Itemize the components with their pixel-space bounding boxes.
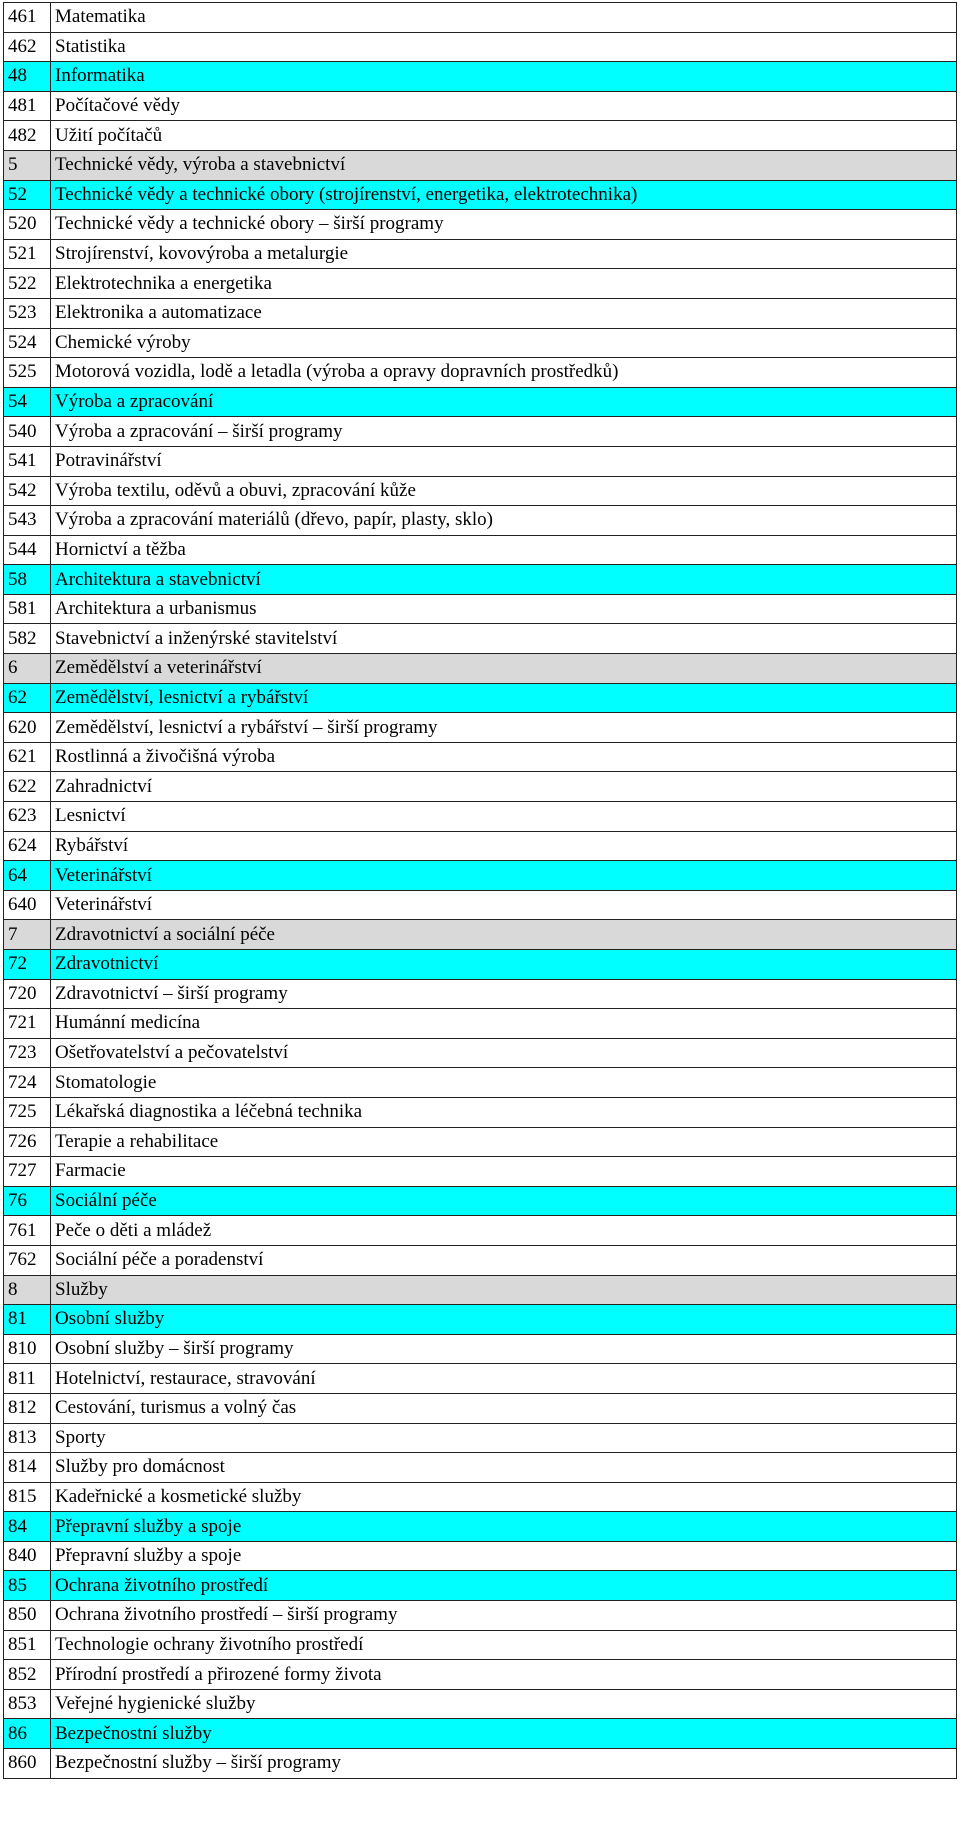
field-code-cell: 726	[4, 1127, 51, 1157]
table-row	[4, 535, 957, 565]
field-name-cell: Osobní služby – širší programy	[51, 1334, 957, 1364]
field-name-cell: Informatika	[51, 62, 957, 92]
table-row	[4, 1334, 957, 1364]
field-code-cell: 524	[4, 328, 51, 358]
field-name-cell: Přepravní služby a spoje	[51, 1541, 957, 1571]
education-field-code-table	[3, 2, 957, 1779]
field-name-cell: Zahradnictví	[51, 772, 957, 802]
field-name-cell: Rybářství	[51, 831, 957, 861]
table-row	[4, 950, 957, 980]
table-row	[4, 831, 957, 861]
table-row	[4, 802, 957, 832]
field-code-cell: 85	[4, 1571, 51, 1601]
field-name-cell: Služby	[51, 1275, 957, 1305]
table-row	[4, 1482, 957, 1512]
table-row	[4, 1689, 957, 1719]
field-name-cell: Technické vědy a technické obory – širší programy	[51, 210, 957, 240]
field-code-cell: 521	[4, 239, 51, 269]
field-code-cell: 620	[4, 713, 51, 743]
field-name-cell: Humánní medicína	[51, 1009, 957, 1039]
field-code-cell: 544	[4, 535, 51, 565]
table-row	[4, 861, 957, 891]
table-row	[4, 446, 957, 476]
field-name-cell: Výroba a zpracování	[51, 387, 957, 417]
field-name-cell: Matematika	[51, 3, 957, 33]
field-name-cell: Architektura a stavebnictví	[51, 565, 957, 595]
table-row	[4, 506, 957, 536]
field-code-cell: 5	[4, 150, 51, 180]
field-code-cell: 725	[4, 1097, 51, 1127]
field-name-cell: Počítačové vědy	[51, 91, 957, 121]
table-row	[4, 1275, 957, 1305]
field-name-cell: Hotelnictví, restaurace, stravování	[51, 1364, 957, 1394]
table-row	[4, 683, 957, 713]
table-row	[4, 1186, 957, 1216]
table-row	[4, 565, 957, 595]
field-code-cell: 840	[4, 1541, 51, 1571]
field-code-cell: 481	[4, 91, 51, 121]
field-name-cell: Osobní služby	[51, 1305, 957, 1335]
field-code-cell: 6	[4, 654, 51, 684]
field-name-cell: Užití počítačů	[51, 121, 957, 151]
table-row	[4, 920, 957, 950]
field-code-cell: 462	[4, 32, 51, 62]
table-row	[4, 1245, 957, 1275]
field-name-cell: Architektura a urbanismus	[51, 594, 957, 624]
table-row	[4, 239, 957, 269]
table-row	[4, 1541, 957, 1571]
field-code-cell: 762	[4, 1245, 51, 1275]
field-code-cell: 64	[4, 861, 51, 891]
field-name-cell: Terapie a rehabilitace	[51, 1127, 957, 1157]
code-table-body	[4, 3, 957, 1779]
field-name-cell: Bezpečnostní služby – širší programy	[51, 1749, 957, 1779]
field-code-cell: 852	[4, 1660, 51, 1690]
table-row	[4, 1393, 957, 1423]
field-code-cell: 7	[4, 920, 51, 950]
field-code-cell: 542	[4, 476, 51, 506]
field-code-cell: 721	[4, 1009, 51, 1039]
table-row	[4, 1305, 957, 1335]
field-name-cell: Technické vědy a technické obory (strojírenství, energetika, elektrotechnika)	[51, 180, 957, 210]
table-row	[4, 358, 957, 388]
field-name-cell: Služby pro domácnost	[51, 1453, 957, 1483]
field-name-cell: Technologie ochrany životního prostředí	[51, 1630, 957, 1660]
table-row	[4, 269, 957, 299]
field-code-cell: 520	[4, 210, 51, 240]
field-name-cell: Veterinářství	[51, 890, 957, 920]
table-row	[4, 1423, 957, 1453]
table-row	[4, 121, 957, 151]
field-name-cell: Sporty	[51, 1423, 957, 1453]
field-name-cell: Peče o děti a mládež	[51, 1216, 957, 1246]
field-code-cell: 62	[4, 683, 51, 713]
field-code-cell: 860	[4, 1749, 51, 1779]
field-name-cell: Kadeřnické a kosmetické služby	[51, 1482, 957, 1512]
table-row	[4, 210, 957, 240]
field-code-cell: 813	[4, 1423, 51, 1453]
table-row	[4, 1571, 957, 1601]
field-code-cell: 724	[4, 1068, 51, 1098]
field-code-cell: 482	[4, 121, 51, 151]
field-name-cell: Chemické výroby	[51, 328, 957, 358]
field-name-cell: Veřejné hygienické služby	[51, 1689, 957, 1719]
table-row	[4, 387, 957, 417]
field-name-cell: Elektrotechnika a energetika	[51, 269, 957, 299]
field-name-cell: Potravinářství	[51, 446, 957, 476]
field-code-cell: 640	[4, 890, 51, 920]
table-row	[4, 298, 957, 328]
field-code-cell: 8	[4, 1275, 51, 1305]
field-code-cell: 48	[4, 62, 51, 92]
field-name-cell: Zemědělství, lesnictví a rybářství – širší programy	[51, 713, 957, 743]
field-code-cell: 761	[4, 1216, 51, 1246]
field-name-cell: Zemědělství a veterinářství	[51, 654, 957, 684]
table-row	[4, 1127, 957, 1157]
table-row	[4, 890, 957, 920]
field-code-cell: 621	[4, 742, 51, 772]
field-code-cell: 623	[4, 802, 51, 832]
table-row	[4, 1216, 957, 1246]
field-code-cell: 523	[4, 298, 51, 328]
field-name-cell: Výroba a zpracování – širší programy	[51, 417, 957, 447]
field-name-cell: Veterinářství	[51, 861, 957, 891]
field-name-cell: Sociální péče a poradenství	[51, 1245, 957, 1275]
field-code-cell: 850	[4, 1601, 51, 1631]
field-name-cell: Lékařská diagnostika a léčebná technika	[51, 1097, 957, 1127]
field-name-cell: Stomatologie	[51, 1068, 957, 1098]
field-name-cell: Výroba a zpracování materiálů (dřevo, papír, plasty, sklo)	[51, 506, 957, 536]
field-name-cell: Ochrana životního prostředí	[51, 1571, 957, 1601]
table-row	[4, 1719, 957, 1749]
table-row	[4, 32, 957, 62]
field-name-cell: Lesnictví	[51, 802, 957, 832]
table-row	[4, 3, 957, 33]
field-code-cell: 814	[4, 1453, 51, 1483]
field-name-cell: Hornictví a těžba	[51, 535, 957, 565]
table-row	[4, 1009, 957, 1039]
field-code-cell: 461	[4, 3, 51, 33]
field-name-cell: Zdravotnictví	[51, 950, 957, 980]
field-name-cell: Stavebnictví a inženýrské stavitelství	[51, 624, 957, 654]
table-row	[4, 742, 957, 772]
field-name-cell: Farmacie	[51, 1157, 957, 1187]
table-row	[4, 150, 957, 180]
table-row	[4, 1512, 957, 1542]
field-code-cell: 853	[4, 1689, 51, 1719]
field-name-cell: Rostlinná a živočišná výroba	[51, 742, 957, 772]
table-row	[4, 1364, 957, 1394]
field-name-cell: Bezpečnostní služby	[51, 1719, 957, 1749]
table-row	[4, 328, 957, 358]
field-code-cell: 581	[4, 594, 51, 624]
field-name-cell: Přírodní prostředí a přirozené formy života	[51, 1660, 957, 1690]
field-code-cell: 811	[4, 1364, 51, 1394]
field-code-cell: 624	[4, 831, 51, 861]
field-code-cell: 525	[4, 358, 51, 388]
field-name-cell: Přepravní služby a spoje	[51, 1512, 957, 1542]
field-name-cell: Elektronika a automatizace	[51, 298, 957, 328]
table-row	[4, 417, 957, 447]
field-name-cell: Technické vědy, výroba a stavebnictví	[51, 150, 957, 180]
field-name-cell: Cestování, turismus a volný čas	[51, 1393, 957, 1423]
table-row	[4, 772, 957, 802]
field-code-cell: 76	[4, 1186, 51, 1216]
table-row	[4, 62, 957, 92]
table-row	[4, 1601, 957, 1631]
table-row	[4, 476, 957, 506]
field-code-cell: 58	[4, 565, 51, 595]
table-row	[4, 1453, 957, 1483]
field-code-cell: 81	[4, 1305, 51, 1335]
table-row	[4, 979, 957, 1009]
field-name-cell: Výroba textilu, oděvů a obuvi, zpracování kůže	[51, 476, 957, 506]
table-row	[4, 180, 957, 210]
field-code-cell: 541	[4, 446, 51, 476]
field-code-cell: 72	[4, 950, 51, 980]
field-name-cell: Zemědělství, lesnictví a rybářství	[51, 683, 957, 713]
field-name-cell: Statistika	[51, 32, 957, 62]
field-name-cell: Zdravotnictví – širší programy	[51, 979, 957, 1009]
field-code-cell: 727	[4, 1157, 51, 1187]
field-name-cell: Strojírenství, kovovýroba a metalurgie	[51, 239, 957, 269]
table-row	[4, 713, 957, 743]
field-code-cell: 582	[4, 624, 51, 654]
field-code-cell: 622	[4, 772, 51, 802]
field-code-cell: 810	[4, 1334, 51, 1364]
field-code-cell: 84	[4, 1512, 51, 1542]
field-code-cell: 851	[4, 1630, 51, 1660]
table-row	[4, 1038, 957, 1068]
table-row	[4, 1749, 957, 1779]
field-code-cell: 52	[4, 180, 51, 210]
field-code-cell: 540	[4, 417, 51, 447]
table-row	[4, 1660, 957, 1690]
field-name-cell: Sociální péče	[51, 1186, 957, 1216]
field-code-cell: 723	[4, 1038, 51, 1068]
table-row	[4, 1157, 957, 1187]
field-code-cell: 815	[4, 1482, 51, 1512]
field-name-cell: Zdravotnictví a sociální péče	[51, 920, 957, 950]
field-code-cell: 86	[4, 1719, 51, 1749]
table-row	[4, 91, 957, 121]
table-row	[4, 1097, 957, 1127]
table-row	[4, 1068, 957, 1098]
field-code-cell: 720	[4, 979, 51, 1009]
field-name-cell: Ochrana životního prostředí – širší programy	[51, 1601, 957, 1631]
field-code-cell: 543	[4, 506, 51, 536]
table-row	[4, 624, 957, 654]
field-code-cell: 54	[4, 387, 51, 417]
field-name-cell: Motorová vozidla, lodě a letadla (výroba a opravy dopravních prostředků)	[51, 358, 957, 388]
table-row	[4, 1630, 957, 1660]
field-name-cell: Ošetřovatelství a pečovatelství	[51, 1038, 957, 1068]
field-code-cell: 812	[4, 1393, 51, 1423]
field-code-cell: 522	[4, 269, 51, 299]
table-row	[4, 654, 957, 684]
table-row	[4, 594, 957, 624]
